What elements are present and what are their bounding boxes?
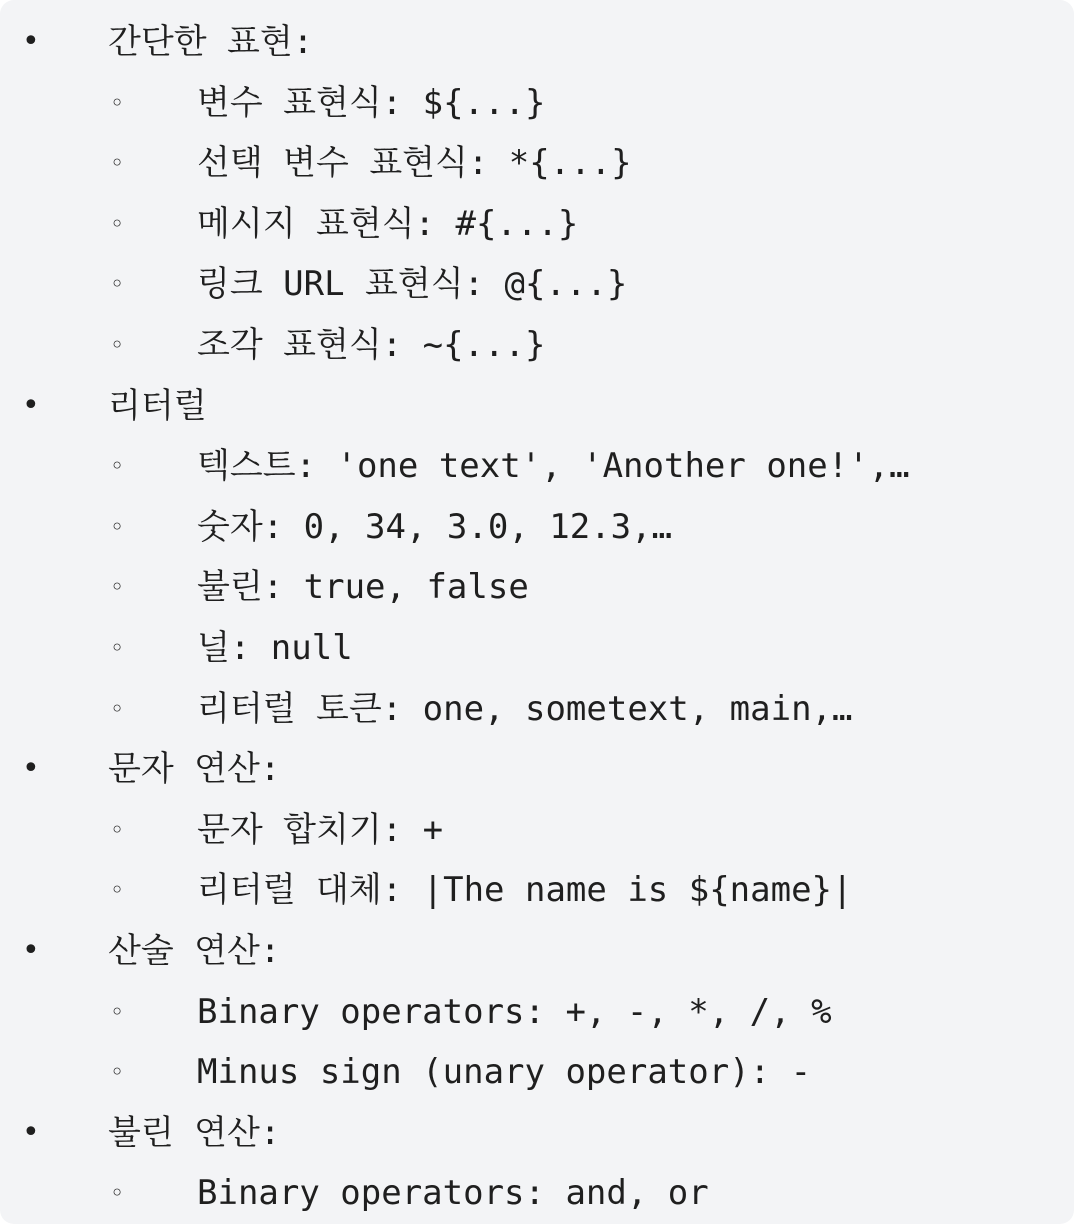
circle-bullet-icon: ◦ — [110, 573, 125, 602]
bullet-icon: • — [22, 751, 40, 787]
circle-bullet-icon: ◦ — [110, 1179, 125, 1208]
circle-bullet-icon: ◦ — [110, 452, 125, 481]
list-item — [0, 800, 1074, 861]
list-item-text: 선택 변수 표현식: *{...} — [197, 143, 632, 184]
circle-bullet-icon: ◦ — [110, 1058, 125, 1087]
list-item-text: 간단한 표현: — [108, 22, 314, 62]
circle-bullet-icon: ◦ — [110, 815, 125, 844]
circle-bullet-icon: ◦ — [110, 876, 125, 905]
list-item — [0, 860, 1074, 921]
list-item-text: 링크 URL 표현식: @{...} — [197, 264, 628, 305]
list-item-text: 메시지 표현식: #{...} — [197, 203, 579, 244]
bullet-icon: • — [22, 387, 40, 423]
list-item-text: 문자 합치기: + — [197, 809, 444, 850]
list-item-text: 널: null — [197, 627, 353, 668]
list-item-text: Minus sign (unary operator): - — [197, 1052, 812, 1093]
list-item — [0, 436, 1074, 497]
list-item — [0, 497, 1074, 558]
list-item — [0, 12, 1074, 73]
list-item-text: 불린 연산: — [108, 1112, 281, 1153]
list-item — [0, 315, 1074, 376]
expression-outline — [0, 12, 1074, 1224]
list-item-text: 리터럴 토큰: one, sometext, main,… — [197, 688, 853, 729]
list-item — [0, 73, 1074, 134]
list-item-text: 불린: true, false — [197, 567, 529, 608]
list-item — [0, 1163, 1074, 1224]
circle-bullet-icon: ◦ — [110, 512, 125, 541]
circle-bullet-icon: ◦ — [110, 270, 125, 299]
circle-bullet-icon: ◦ — [110, 209, 125, 238]
list-item — [0, 376, 1074, 437]
list-item — [0, 1103, 1074, 1164]
list-item-text: 텍스트: 'one text', 'Another one!',… — [197, 446, 910, 487]
list-item — [0, 254, 1074, 315]
list-item — [0, 1042, 1074, 1103]
list-item-text: Binary operators: +, -, *, /, % — [197, 991, 832, 1032]
list-item-text: 리터럴 대체: |The name is ${name}| — [197, 870, 853, 911]
circle-bullet-icon: ◦ — [110, 330, 125, 359]
circle-bullet-icon: ◦ — [110, 149, 125, 178]
circle-bullet-icon: ◦ — [110, 88, 125, 117]
list-item — [0, 557, 1074, 618]
list-item-text: 숫자: 0, 34, 3.0, 12.3,… — [197, 506, 673, 547]
list-item-text: 산술 연산: — [108, 930, 281, 971]
list-item — [0, 982, 1074, 1043]
circle-bullet-icon: ◦ — [110, 997, 125, 1026]
list-item-text: 문자 연산: — [108, 749, 281, 790]
list-item — [0, 618, 1074, 679]
list-item-text: Binary operators: and, or — [197, 1173, 709, 1214]
bullet-icon: • — [22, 1114, 40, 1150]
bullet-icon: • — [22, 24, 40, 59]
list-item — [0, 921, 1074, 982]
list-item-text: 리터럴 — [108, 385, 207, 426]
list-item — [0, 739, 1074, 800]
list-item-text: 변수 표현식: ${...} — [197, 82, 546, 123]
list-item-text: 조각 표현식: ~{...} — [197, 324, 546, 365]
list-item — [0, 679, 1074, 740]
bullet-icon: • — [22, 932, 40, 968]
circle-bullet-icon: ◦ — [110, 694, 125, 723]
circle-bullet-icon: ◦ — [110, 633, 125, 662]
list-item — [0, 194, 1074, 255]
list-item — [0, 133, 1074, 194]
